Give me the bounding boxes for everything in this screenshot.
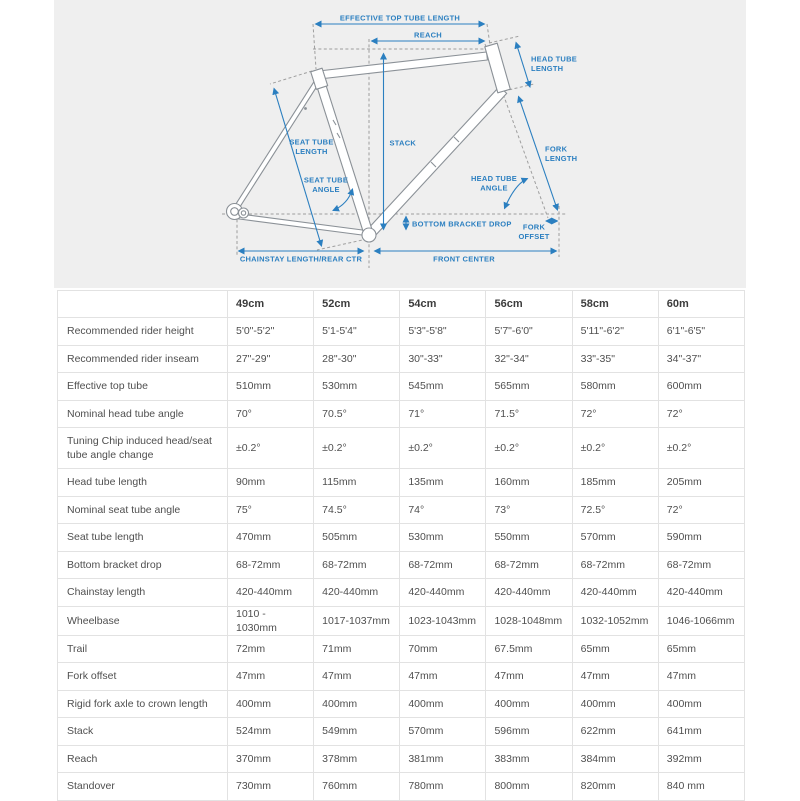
table-cell: 1028-1048mm (486, 606, 572, 635)
row-label: Reach (58, 745, 228, 773)
chain-stay (236, 214, 367, 236)
table-row (58, 345, 745, 373)
table-cell: 420-440mm (400, 579, 486, 607)
table-cell: 68-72mm (314, 551, 400, 579)
table-cell: 730mm (228, 773, 314, 801)
table-row (58, 745, 745, 773)
table-cell: 72.5° (572, 496, 658, 524)
table-cell: 470mm (228, 524, 314, 552)
header-row (58, 291, 745, 318)
table-cell: 550mm (486, 524, 572, 552)
table-cell: 47mm (572, 663, 658, 691)
table-cell: 400mm (400, 690, 486, 718)
table-cell: 30"-33" (400, 345, 486, 373)
table-cell: 5'1-5'4" (314, 318, 400, 346)
table-cell: 641mm (658, 718, 744, 746)
page-content (54, 0, 746, 801)
row-label: Fork offset (58, 663, 228, 691)
row-label: Chainstay length (58, 579, 228, 607)
table-cell: 74.5° (314, 496, 400, 524)
geometry-table-body (58, 318, 745, 801)
table-cell: 73° (486, 496, 572, 524)
row-label: Nominal seat tube angle (58, 496, 228, 524)
table-cell: 74° (400, 496, 486, 524)
head-tube (485, 43, 511, 93)
table-cell: 205mm (658, 469, 744, 497)
table-cell: 70mm (400, 635, 486, 663)
table-cell: 420-440mm (486, 579, 572, 607)
table-cell: 570mm (572, 524, 658, 552)
table-row (58, 469, 745, 497)
table-cell: 68-72mm (572, 551, 658, 579)
table-cell: 590mm (658, 524, 744, 552)
row-label: Wheelbase (58, 606, 228, 635)
table-cell: 383mm (486, 745, 572, 773)
table-cell: 185mm (572, 469, 658, 497)
bike-geometry-diagram (54, 0, 746, 288)
table-cell: 75° (228, 496, 314, 524)
column-header-52cm: 52cm (314, 291, 400, 318)
table-cell: 115mm (314, 469, 400, 497)
table-cell: ±0.2° (400, 428, 486, 469)
down-tube (365, 87, 506, 239)
table-cell: 420-440mm (228, 579, 314, 607)
table-cell: 570mm (400, 718, 486, 746)
fork-offset-label-line2: OFFSET (518, 232, 550, 241)
table-cell: 1032-1052mm (572, 606, 658, 635)
column-header-49cm: 49cm (228, 291, 314, 318)
table-cell: 47mm (314, 663, 400, 691)
table-row (58, 400, 745, 428)
row-label: Rigid fork axle to crown length (58, 690, 228, 718)
seat-tube-length-label-line1: SEAT TUBE (289, 137, 334, 147)
measurement-arrows (239, 24, 558, 251)
table-cell: 68-72mm (228, 551, 314, 579)
rear-dropout-inner (231, 208, 239, 216)
column-header-58cm: 58cm (572, 291, 658, 318)
table-cell: 549mm (314, 718, 400, 746)
row-label: Recommended rider height (58, 318, 228, 346)
table-cell: 400mm (572, 690, 658, 718)
table-cell: 33"-35" (572, 345, 658, 373)
reach-label: REACH (414, 30, 442, 40)
table-row (58, 635, 745, 663)
corner-cell (58, 291, 228, 318)
fork-offset-label-line1: FORK (522, 222, 546, 232)
head-tube-length-label-line1: HEAD TUBE (531, 54, 578, 64)
row-label: Recommended rider inseam (58, 345, 228, 373)
head-tube-angle-arc (505, 179, 528, 209)
table-cell: 1017-1037mm (314, 606, 400, 635)
table-cell: 370mm (228, 745, 314, 773)
table-cell: 524mm (228, 718, 314, 746)
table-cell: 400mm (228, 690, 314, 718)
row-label: Standover (58, 773, 228, 801)
row-label: Head tube length (58, 469, 228, 497)
row-label: Bottom bracket drop (58, 551, 228, 579)
table-cell: ±0.2° (228, 428, 314, 469)
effective-top-tube-label: EFFECTIVE TOP TUBE LENGTH (339, 13, 461, 23)
table-cell: 6'1"-6'5" (658, 318, 744, 346)
table-cell: 160mm (486, 469, 572, 497)
table-cell: 70° (228, 400, 314, 428)
column-header-60m: 60m (658, 291, 744, 318)
table-cell: ±0.2° (486, 428, 572, 469)
table-cell: 384mm (572, 745, 658, 773)
table-row (58, 524, 745, 552)
table-cell: 1046-1066mm (658, 606, 744, 635)
table-cell: 400mm (314, 690, 400, 718)
geometry-table-header (58, 291, 745, 318)
table-cell: 5'0"-5'2" (228, 318, 314, 346)
table-row (58, 373, 745, 401)
table-cell: 135mm (400, 469, 486, 497)
table-row (58, 551, 745, 579)
front-center-label: FRONT CENTER (433, 254, 495, 264)
table-cell: 5'7"-6'0" (486, 318, 572, 346)
frame-boss-dot (304, 107, 307, 110)
bike-geometry-diagram-panel (54, 0, 746, 288)
table-cell: 67.5mm (486, 635, 572, 663)
table-cell: 71mm (314, 635, 400, 663)
head-tube-angle-label-line1: HEAD TUBE (470, 174, 518, 183)
head-tube-length-arrow (516, 43, 530, 88)
row-label: Effective top tube (58, 373, 228, 401)
table-cell: 68-72mm (400, 551, 486, 579)
rear-axle-inner (241, 211, 245, 215)
table-cell: ±0.2° (658, 428, 744, 469)
row-label: Stack (58, 718, 228, 746)
table-cell: 420-440mm (658, 579, 744, 607)
head-tube-angle-label-line2: ANGLE (480, 183, 508, 193)
table-cell: 420-440mm (572, 579, 658, 607)
table-cell: ±0.2° (314, 428, 400, 469)
table-cell: 545mm (400, 373, 486, 401)
head-tube-length-label-line2: LENGTH (531, 64, 564, 73)
table-row (58, 773, 745, 801)
table-cell: 800mm (486, 773, 572, 801)
table-cell: 840 mm (658, 773, 744, 801)
table-cell: 47mm (400, 663, 486, 691)
table-cell: 72° (572, 400, 658, 428)
table-cell: 820mm (572, 773, 658, 801)
table-cell: 760mm (314, 773, 400, 801)
table-cell: 580mm (572, 373, 658, 401)
table-cell: 392mm (658, 745, 744, 773)
table-row (58, 318, 745, 346)
table-cell: 32"-34" (486, 345, 572, 373)
table-cell: 600mm (658, 373, 744, 401)
bottom-bracket (362, 228, 376, 242)
table-cell: ±0.2° (572, 428, 658, 469)
table-cell: 5'11"-6'2" (572, 318, 658, 346)
table-cell: 378mm (314, 745, 400, 773)
table-cell: 510mm (228, 373, 314, 401)
seat-tube-angle-label-line2: ANGLE (312, 185, 340, 194)
column-header-54cm: 54cm (400, 291, 486, 318)
seat-tube-angle-label-line1: SEAT TUBE (303, 175, 349, 185)
table-cell: 530mm (400, 524, 486, 552)
table-cell: 71.5° (486, 400, 572, 428)
table-cell: 65mm (658, 635, 744, 663)
table-cell: 71° (400, 400, 486, 428)
table-row (58, 663, 745, 691)
table-cell: 505mm (314, 524, 400, 552)
table-cell: 1023-1043mm (400, 606, 486, 635)
table-cell: 28"-30" (314, 345, 400, 373)
row-label: Seat tube length (58, 524, 228, 552)
seat-tube-length-label-line2: LENGTH (295, 147, 328, 156)
fork-length-label-line1: FORK (545, 144, 568, 154)
table-cell: 47mm (228, 663, 314, 691)
table-cell: 65mm (572, 635, 658, 663)
bottom-bracket-drop-label: BOTTOM BRACKET DROP (412, 219, 512, 229)
row-label: Nominal head tube angle (58, 400, 228, 428)
table-row (58, 606, 745, 635)
table-row (58, 496, 745, 524)
table-row (58, 428, 745, 469)
table-cell: 381mm (400, 745, 486, 773)
table-cell: 47mm (486, 663, 572, 691)
table-cell: 72° (658, 496, 744, 524)
table-cell: 5'3"-5'8" (400, 318, 486, 346)
table-row (58, 718, 745, 746)
table-cell: 72° (658, 400, 744, 428)
table-cell: 596mm (486, 718, 572, 746)
table-cell: 780mm (400, 773, 486, 801)
table-cell: 400mm (658, 690, 744, 718)
table-cell: 622mm (572, 718, 658, 746)
table-cell: 27"-29" (228, 345, 314, 373)
table-cell: 34"-37" (658, 345, 744, 373)
table-cell: 420-440mm (314, 579, 400, 607)
bike-frame (227, 43, 511, 242)
stack-label: STACK (389, 138, 417, 148)
table-cell: 90mm (228, 469, 314, 497)
column-header-56cm: 56cm (486, 291, 572, 318)
table-cell: 1010 - 1030mm (228, 606, 314, 635)
table-cell: 72mm (228, 635, 314, 663)
row-label: Trail (58, 635, 228, 663)
top-tube (319, 52, 488, 79)
fork-length-label-line2: LENGTH (545, 154, 578, 163)
table-cell: 68-72mm (658, 551, 744, 579)
geometry-table (57, 290, 745, 801)
table-row (58, 579, 745, 607)
table-cell: 400mm (486, 690, 572, 718)
table-cell: 565mm (486, 373, 572, 401)
row-label: Tuning Chip induced head/seat tube angle change (58, 428, 228, 469)
table-cell: 70.5° (314, 400, 400, 428)
table-cell: 530mm (314, 373, 400, 401)
table-row (58, 690, 745, 718)
table-cell: 47mm (658, 663, 744, 691)
chainstay-length-label: CHAINSTAY LENGTH/REAR CTR (239, 254, 363, 264)
table-cell: 68-72mm (486, 551, 572, 579)
